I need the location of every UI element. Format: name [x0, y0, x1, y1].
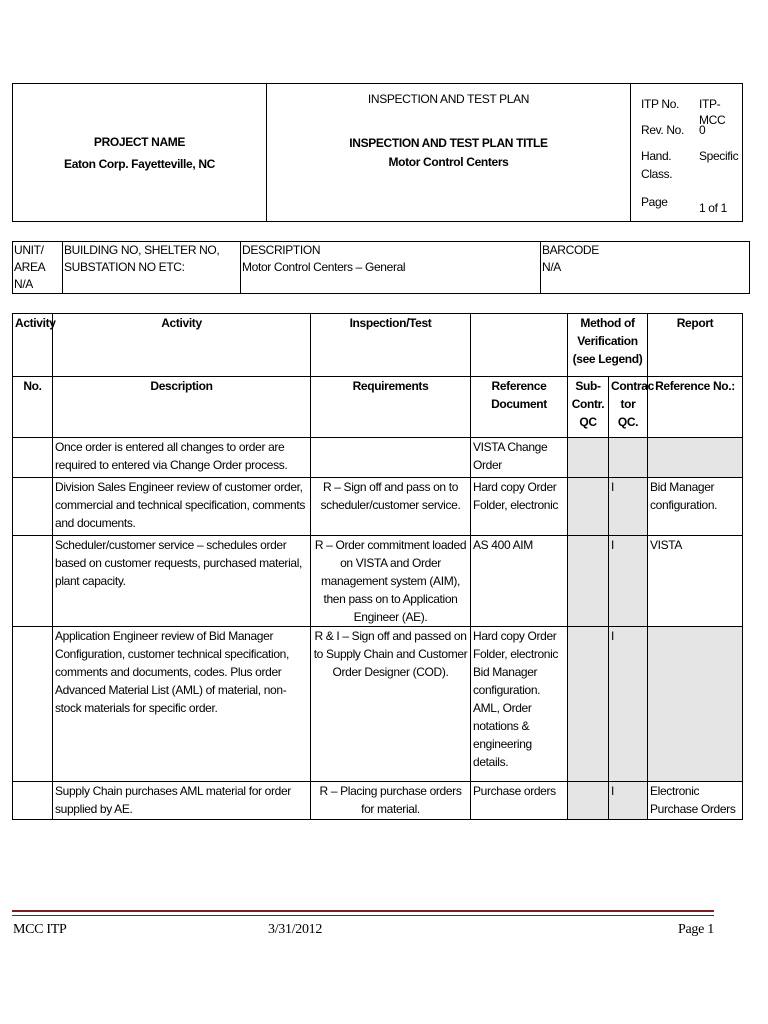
- footer-rule: [12, 910, 714, 912]
- row-description: Once order is entered all changes to order are required to entered via Change Order process.: [53, 438, 311, 478]
- row-no: [13, 627, 53, 782]
- row-sub-qc: [568, 438, 609, 478]
- plan-label: INSPECTION AND TEST PLAN: [367, 92, 530, 106]
- header-ref-no: Reference No.:: [648, 377, 743, 438]
- footer-doc-name: MCC ITP: [13, 922, 67, 937]
- table-row: [13, 438, 743, 478]
- row-contractor-qc: I: [609, 478, 648, 536]
- unit-info-box: [12, 241, 750, 294]
- barcode-value: N/A: [542, 260, 561, 274]
- row-no: [13, 536, 53, 627]
- row-sub-qc: [568, 782, 609, 820]
- row-reference: AS 400 AIM: [471, 536, 568, 627]
- page-value: 1 of 1: [699, 201, 727, 215]
- header-contractor: Contrac tor QC.: [609, 377, 648, 438]
- hand-label-1: Hand.: [641, 149, 672, 163]
- row-reference: Hard copy Order Folder, electronic: [471, 478, 568, 536]
- header-blank: [471, 314, 568, 377]
- footer-page: Page 1: [678, 922, 714, 937]
- row-requirement: R – Placing purchase orders for material.: [311, 782, 471, 820]
- row-description: Division Sales Engineer review of customer order, commercial and technical specification, comments and documents.: [53, 478, 311, 536]
- itp-no-label: ITP No.: [641, 97, 680, 111]
- description-cell: [241, 242, 541, 294]
- row-sub-qc: [568, 478, 609, 536]
- unit-label: UNIT/: [14, 243, 44, 257]
- row-reference: Purchase orders: [471, 782, 568, 820]
- row-report: VISTA: [648, 536, 743, 627]
- header-method: Method of Verification (see Legend): [568, 314, 648, 377]
- row-contractor-qc: I: [609, 782, 648, 820]
- description-value: Motor Control Centers – General: [242, 260, 406, 274]
- row-no: [13, 478, 53, 536]
- row-description: Scheduler/customer service – schedules order based on customer requests, purchased material, plant capacity.: [53, 536, 311, 627]
- rev-value: 0: [699, 123, 706, 137]
- area-label: AREA N/A: [14, 260, 45, 291]
- row-reference: Hard copy Order Folder, electronic Bid Manager configuration. AML, Order notations & engineering details.: [471, 627, 568, 782]
- row-requirement: R & I – Sign off and passed on to Supply Chain and Customer Order Designer (COD).: [311, 627, 471, 782]
- itp-meta-cell: [631, 84, 743, 222]
- row-contractor-qc: [609, 438, 648, 478]
- hand-value: Specific: [699, 149, 739, 163]
- row-sub-qc: [568, 627, 609, 782]
- itp-no-value: ITP-MCC: [699, 97, 726, 127]
- header-reference: Reference Document: [471, 377, 568, 438]
- header-inspection: Inspection/Test: [311, 314, 471, 377]
- row-report: [648, 438, 743, 478]
- header-no: No.: [13, 377, 53, 438]
- project-cell: [13, 84, 267, 222]
- header-requirements: Requirements: [311, 377, 471, 438]
- table-row: [13, 782, 743, 820]
- description-label: DESCRIPTION: [242, 243, 321, 257]
- hand-label-2: Class.: [641, 167, 673, 181]
- barcode-label: BARCODE: [542, 243, 599, 257]
- footer-date: 3/31/2012: [268, 922, 323, 937]
- row-requirement: R – Sign off and pass on to scheduler/customer service.: [311, 478, 471, 536]
- header-activity-2: Activity: [53, 314, 311, 377]
- project-value: Eaton Corp. Fayetteville, NC: [64, 156, 215, 171]
- substation-label: SUBSTATION NO ETC:: [64, 260, 185, 274]
- row-sub-qc: [568, 536, 609, 627]
- building-cell: [63, 242, 241, 294]
- row-report: Electronic Purchase Orders: [648, 782, 743, 820]
- plan-title-value: Motor Control Centers: [388, 155, 509, 169]
- row-requirement: [311, 438, 471, 478]
- row-report: Bid Manager configuration.: [648, 478, 743, 536]
- header-report: Report: [648, 314, 743, 377]
- row-contractor-qc: I: [609, 627, 648, 782]
- page-label: Page: [641, 195, 668, 209]
- row-description: Supply Chain purchases AML material for order supplied by AE.: [53, 782, 311, 820]
- row-report: [648, 627, 743, 782]
- row-requirement: R – Order commitment loaded on VISTA and Order management system (AIM), then pass on to Application Engineer (AE).: [311, 536, 471, 627]
- building-label: BUILDING NO, SHELTER NO,: [64, 243, 220, 257]
- header-activity: Activity: [13, 314, 53, 377]
- project-label: PROJECT NAME: [93, 134, 186, 149]
- header-description: Description: [53, 377, 311, 438]
- table-row: [13, 536, 743, 627]
- plan-title-label: INSPECTION AND TEST PLAN TITLE: [349, 136, 548, 150]
- row-description: Application Engineer review of Bid Manager Configuration, customer technical specification, comments and documents, codes. Plus order Advanced Material List (AML) of material, non-stock materials for specific order.: [53, 627, 311, 782]
- barcode-cell: [541, 242, 750, 294]
- row-no: [13, 438, 53, 478]
- row-reference: VISTA Change Order: [471, 438, 568, 478]
- header-sub-contr: Sub- Contr. QC: [568, 377, 609, 438]
- footer-rule-thin: [12, 915, 714, 916]
- activity-table: [12, 313, 743, 820]
- rev-label: Rev. No.: [641, 123, 684, 137]
- table-header-row-2: [13, 377, 743, 438]
- row-contractor-qc: I: [609, 536, 648, 627]
- unit-cell: [13, 242, 63, 294]
- row-no: [13, 782, 53, 820]
- table-row: [13, 627, 743, 782]
- table-header-row-1: [13, 314, 743, 377]
- plan-title-cell: [267, 84, 631, 222]
- table-row: [13, 478, 743, 536]
- itp-header-box: [12, 83, 743, 222]
